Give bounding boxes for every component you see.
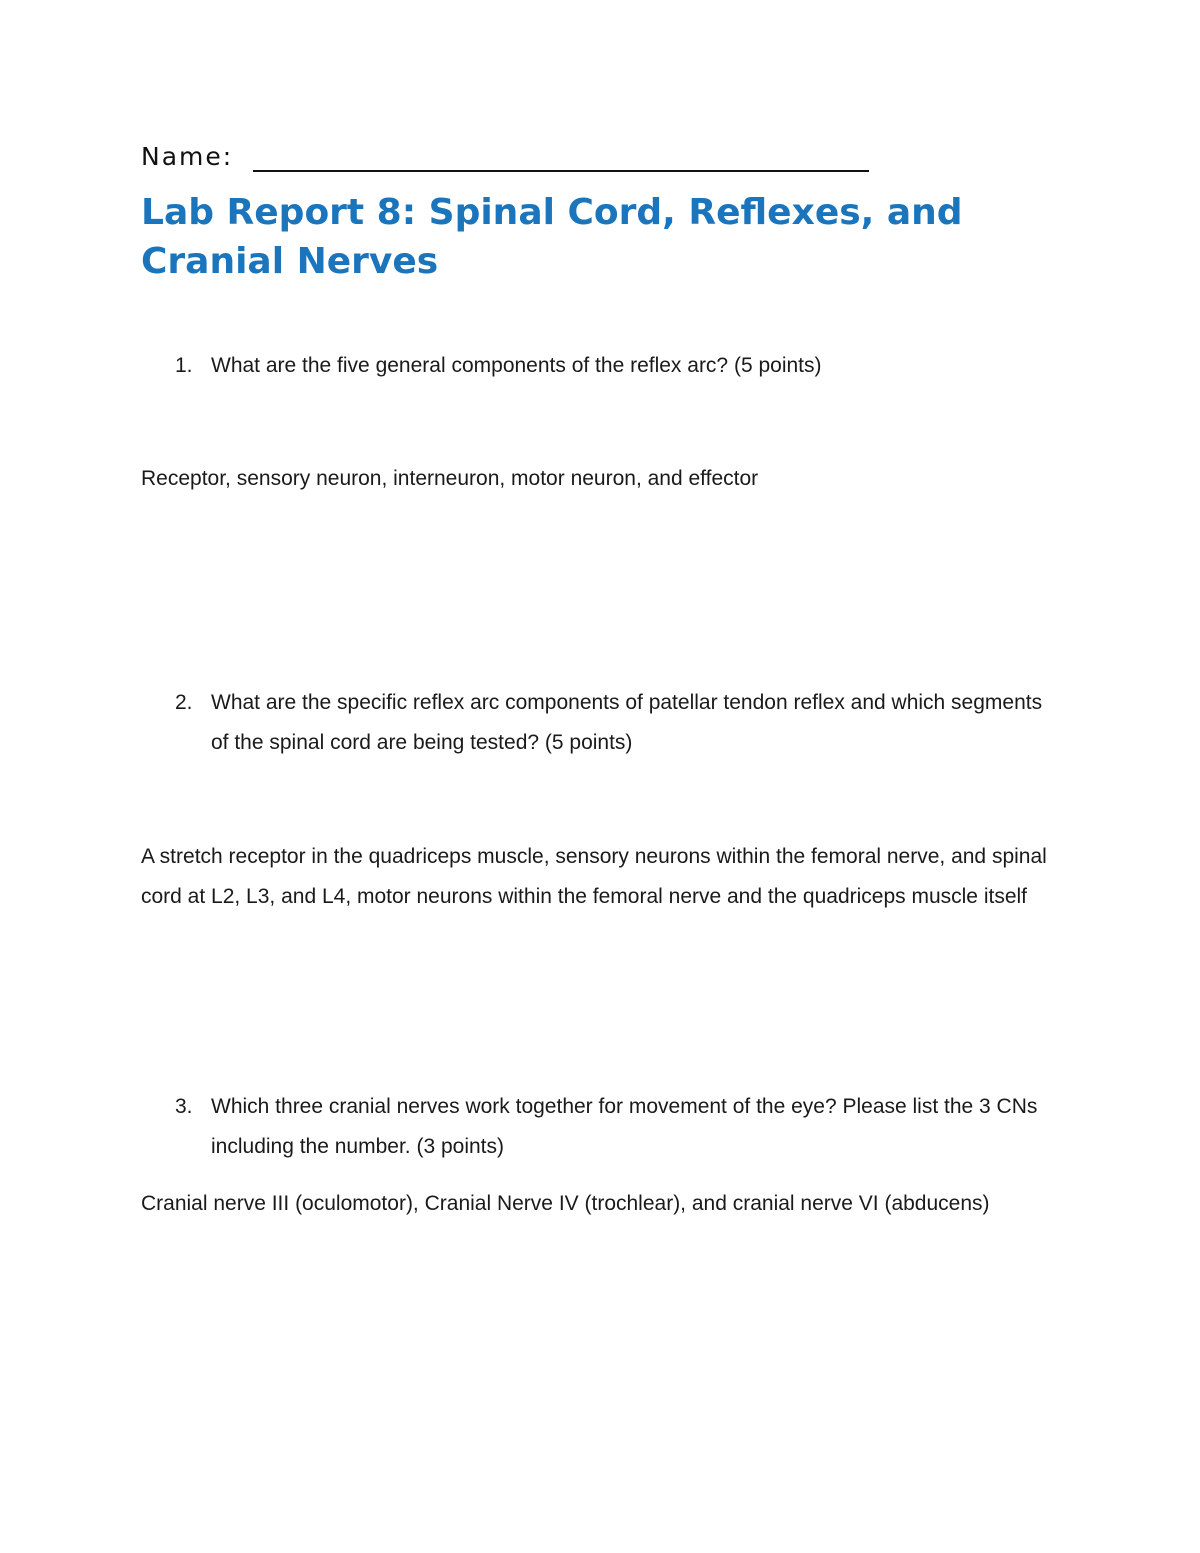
question-text: Which three cranial nerves work together for movement of the eye? Please list the 3 CNs including the number. (3 points) [211, 1095, 1038, 1158]
name-blank-line [253, 170, 869, 172]
question-number: 1. [175, 354, 193, 377]
question-2 [175, 683, 1055, 763]
answer-1: Receptor, sensory neuron, interneuron, motor neuron, and effector [141, 467, 759, 490]
answer-3: Cranial nerve III (oculomotor), Cranial Nerve IV (trochlear), and cranial nerve VI (abducens) [141, 1192, 990, 1215]
question-1 [175, 346, 1055, 386]
question-3 [175, 1087, 1050, 1167]
question-text: What are the specific reflex arc components of patellar tendon reflex and which segments of the spinal cord are being tested? (5 points) [211, 691, 1043, 754]
answer-2: A stretch receptor in the quadriceps muscle, sensory neurons within the femoral nerve, and spinal cord at L2, L3, and L4, motor neurons within the femoral nerve and the quadriceps muscle itself [141, 845, 1047, 908]
question-number: 2. [175, 691, 193, 714]
question-text: What are the five general components of the reflex arc? (5 points) [211, 354, 822, 377]
name-label: Name: [141, 142, 234, 171]
question-number: 3. [175, 1095, 193, 1118]
name-field-row [141, 140, 869, 174]
document-title: Lab Report 8: Spinal Cord, Reflexes, and Cranial Nerves [141, 192, 963, 282]
